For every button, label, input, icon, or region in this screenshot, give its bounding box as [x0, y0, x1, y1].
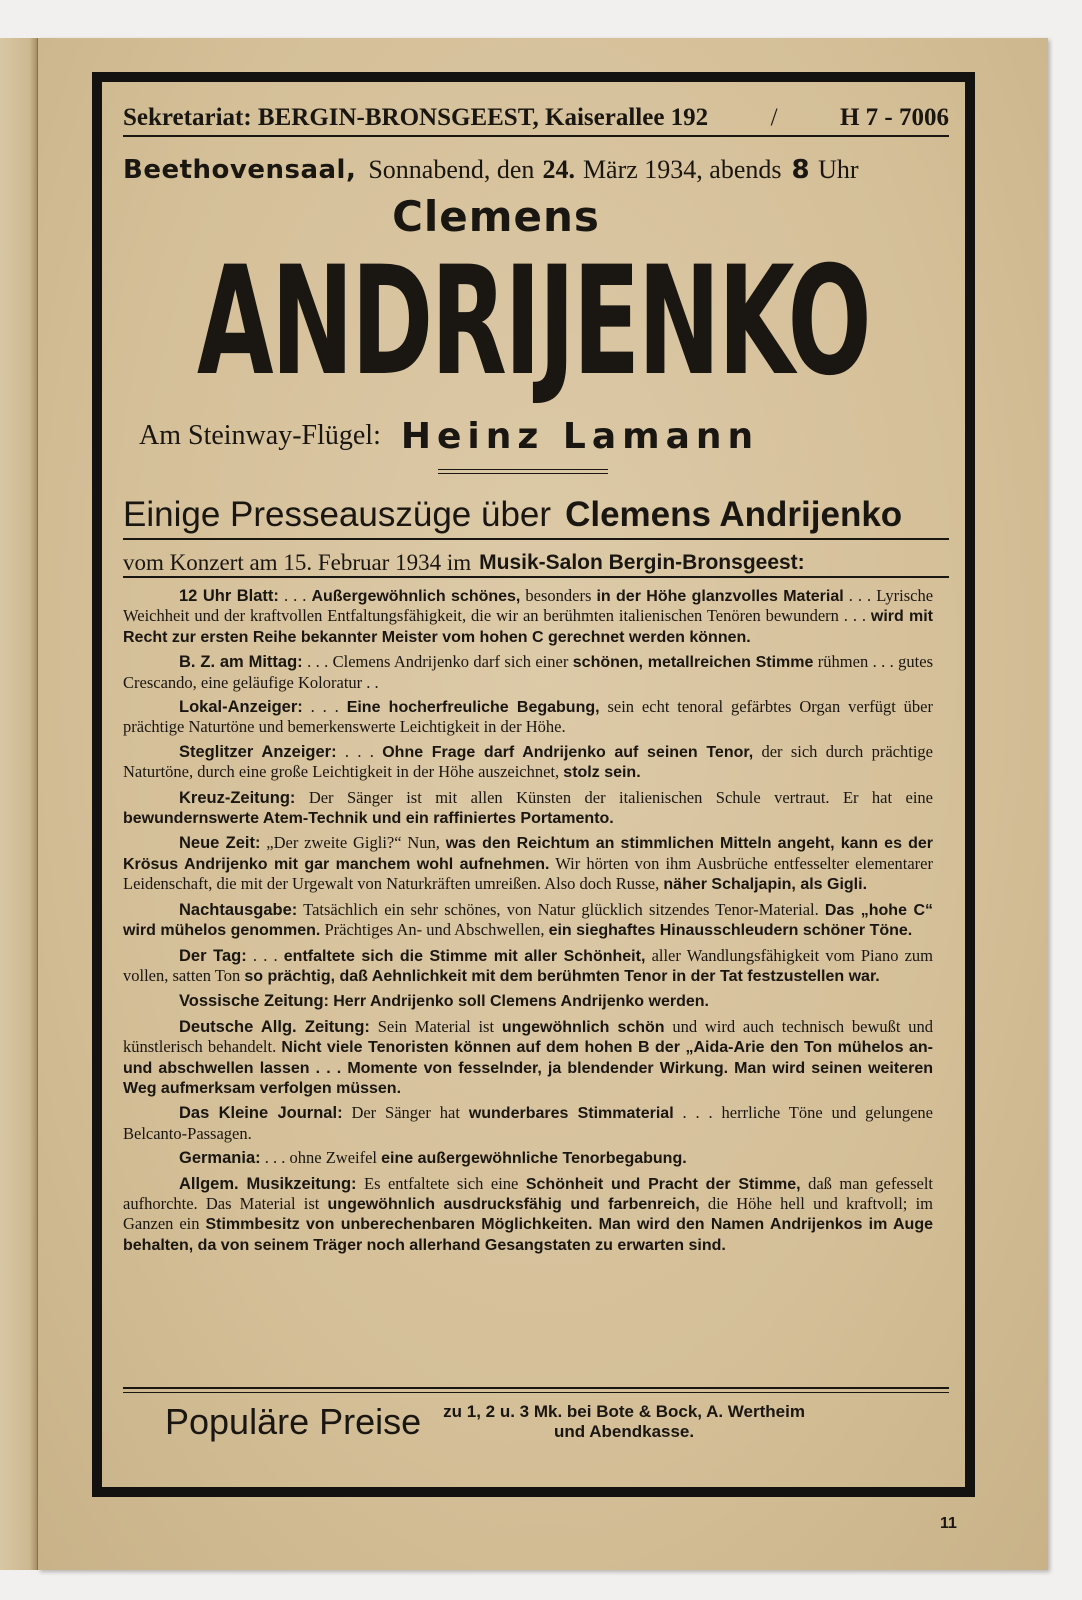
- press-heading-prefix: Einige Presseauszüge über: [123, 495, 552, 534]
- venue-hall: Beethovensaal,: [123, 155, 357, 185]
- event-hour: 8: [791, 155, 811, 185]
- facing-page-edge: [0, 38, 38, 1570]
- press-quote: [123, 586, 933, 647]
- concert-venue: Musik-Salon Bergin-Bronsgeest:: [479, 551, 805, 574]
- quote-emphasis: Ohne Frage darf Andrijenko auf seinen Tenor,: [382, 743, 754, 761]
- quote-text: . . .: [278, 586, 312, 605]
- quote-source: B. Z. am Mittag:: [179, 653, 303, 672]
- quote-text: besonders: [520, 586, 597, 605]
- quote-text: und wird auch technisch bewußt und künstlerisch behandelt.: [123, 1016, 933, 1057]
- header-separator: /: [770, 104, 778, 131]
- prices-rule-1: [123, 1387, 949, 1389]
- secretariat-address: Sekretariat: BERGIN-BRONSGEEST, Kaiserallee 192: [123, 104, 709, 131]
- quote-text: Prächtiges An- und Abschwellen,: [320, 920, 549, 940]
- quote-text: der sich durch prächtige Naturtöne, durch eine große Leichtigkeit in der Höhe auszeichnet,: [123, 741, 933, 782]
- quote-text: . . .: [336, 741, 383, 761]
- press-quote: [123, 742, 933, 783]
- press-quote: [123, 788, 933, 829]
- press-quote: [123, 833, 933, 894]
- quote-text: . . . Lyrische Weichheit und der kraftvollen Entfaltungsfähigkeit, die wir an berühmten italienischen Tenören bewundern . . .: [123, 586, 934, 626]
- quote-text: „Der zweite Gigli?“ Nun,: [260, 833, 446, 853]
- quote-source: Steglitzer Anzeiger:: [179, 742, 337, 761]
- quote-emphasis: stolz sein.: [563, 764, 641, 782]
- press-quote: [123, 652, 933, 692]
- quote-text: Sein Material ist: [369, 1016, 502, 1036]
- quote-text: die Höhe hell und kraftvoll; im Ganzen ein: [123, 1193, 933, 1234]
- quote-emphasis: ungewöhnlich schön: [501, 1018, 665, 1036]
- quote-text: Es entfaltete sich eine: [356, 1173, 526, 1193]
- quote-text: Tatsächlich ein sehr schönes, von Natur glücklich sitzendes Tenor-Material.: [297, 899, 825, 919]
- press-quote: [123, 1017, 933, 1099]
- prices-line: [123, 1397, 949, 1447]
- quote-emphasis: so prächtig, daß Aehnlichkeit mit dem berühmten Tenor in der Tat festzustellen war.: [244, 967, 880, 985]
- quote-text: rühmen . . . gutes Crescando, eine geläufige Koloratur . .: [123, 652, 934, 692]
- quote-emphasis: Stimmbesitz von unberechenbaren Möglichkeiten. Man wird den Namen Andrijenkos im Auge behalten, da von seinem Träger noch allerhand Gesangstaten zu erwarten sind.: [123, 1216, 933, 1254]
- quote-source: Deutsche Allg. Zeitung:: [179, 1017, 370, 1036]
- quote-text: . . . ohne Zweifel: [260, 1148, 382, 1168]
- concert-reference: [123, 548, 949, 578]
- quote-emphasis: näher Schaljapin, als Gigli.: [663, 876, 868, 894]
- prices-rule-2: [123, 1392, 949, 1393]
- accompanist-line: [123, 414, 949, 458]
- quote-emphasis: wunderbares Stimmaterial: [468, 1105, 674, 1123]
- quote-source: 12 Uhr Blatt:: [179, 587, 279, 605]
- prices-detail: [443, 1402, 805, 1442]
- quote-emphasis: schönen, metallreichen Stimme: [572, 654, 814, 672]
- quote-text: Wir hörten von ihm Ausbrüche entfesselter elementarer Leidenschaft, die mit der Urgewalt von Naturkräften umreißen. Also doch Russe,: [123, 853, 933, 894]
- quote-text: aller Wandlungsfähigkeit vom Piano zum vollen, satten Ton: [123, 945, 934, 985]
- press-heading-rule: [123, 538, 949, 540]
- quote-text: sein echt tenoral gefärbtes Organ verfügt über prächtige Naturtöne und bemerkenswerte Leichtigkeit in der Höhe.: [123, 697, 933, 737]
- concert-prefix: vom Konzert am 15. Februar 1934 im: [123, 550, 472, 575]
- prices-detail-line2: und Abendkasse.: [553, 1422, 695, 1441]
- header-rule: [123, 135, 949, 137]
- quote-text: . . . Clemens Andrijenko darf sich einer: [302, 652, 573, 672]
- quote-emphasis: in der Höhe glanzvolles Material: [596, 588, 844, 605]
- venue-date-line: [123, 150, 949, 190]
- press-quote: [123, 900, 933, 941]
- quote-text: Der Sänger ist mit allen Künsten der italienischen Schule vertraut. Er hat eine: [295, 787, 933, 807]
- press-quote: [123, 946, 933, 987]
- prices-label: Populäre Preise: [165, 1401, 422, 1442]
- quote-emphasis: wird mit Recht zur ersten Reihe bekannter Meister vom hohen C gerechnet werden können.: [123, 608, 933, 646]
- quote-emphasis: was den Reichtum an stimmlichen Mitteln angeht, kann es der Krösus Andrijenko mit gar manchem wohl aufnehmen.: [123, 835, 934, 873]
- phone-number: H 7 - 7006: [839, 104, 949, 131]
- press-quote: [123, 991, 933, 1011]
- quote-emphasis: Nicht viele Tenoristen können auf dem hohen B der „Aida-Arie den Ton mühelos an- und abschwellen lassen . . . Momente von fesselnder, ja blendender Wirkung. Man wird seinen weiteren Weg aufmerksam verfolgen müssen.: [123, 1039, 933, 1097]
- quote-source: Neue Zeit:: [179, 834, 261, 853]
- quote-emphasis: Schönheit und Pracht der Stimme,: [525, 1175, 801, 1193]
- performer-last-name: ANDRIJENKO: [196, 235, 870, 409]
- quote-text: Der Sänger hat: [342, 1103, 469, 1123]
- quote-source: Kreuz-Zeitung:: [179, 788, 296, 807]
- quote-text: . . .: [246, 945, 284, 965]
- concert-rule: [123, 576, 949, 578]
- press-quote: [123, 1148, 933, 1168]
- quote-source: Der Tag:: [179, 946, 247, 965]
- press-quote: [123, 1103, 933, 1143]
- press-heading-name: Clemens Andrijenko: [565, 495, 903, 534]
- secretariat-line: [123, 98, 949, 138]
- quote-emphasis: Außergewöhnlich schönes,: [311, 588, 521, 605]
- press-quotes: [123, 586, 933, 1260]
- quote-source: Das Kleine Journal:: [179, 1104, 343, 1123]
- quote-emphasis: eine außergewöhnliche Tenorbegabung.: [381, 1150, 687, 1168]
- accompanist-label: Am Steinway-Flügel:: [139, 420, 381, 451]
- event-day: 24.: [542, 155, 575, 184]
- ornament-rule-1: [438, 469, 608, 470]
- quote-emphasis: Herr Andrijenko soll Clemens Andrijenko werden.: [333, 993, 709, 1011]
- quote-emphasis: ungewöhnlich ausdrucksfähig und farbenreich,: [327, 1195, 700, 1213]
- quote-emphasis: Eine hocherfreuliche Begabung,: [346, 699, 600, 717]
- quote-text: . . .: [302, 697, 347, 717]
- quote-emphasis: Das „hohe C“ wird mühelos genommen.: [123, 901, 934, 940]
- quote-source: Allgem. Musikzeitung:: [179, 1174, 357, 1193]
- quote-emphasis: ein sieghaftes Hinausschleudern schöner Töne.: [548, 922, 913, 940]
- date-prefix: Sonnabend, den: [368, 155, 535, 184]
- quote-source: Germania:: [179, 1149, 261, 1168]
- performer-first-name: Clemens: [392, 192, 600, 241]
- quote-source: Vossische Zeitung:: [179, 992, 330, 1011]
- accompanist-name: Heinz Lamann: [400, 415, 760, 457]
- ornament-rule-2: [438, 473, 608, 474]
- press-quote: [123, 697, 933, 737]
- quote-text: . . . herrliche Töne und gelungene Belcanto-Passagen.: [123, 1103, 933, 1143]
- press-heading: [123, 492, 949, 538]
- quote-source: Nachtausgabe:: [179, 900, 298, 919]
- press-quote: [123, 1174, 933, 1256]
- quote-emphasis: entfaltete sich die Stimme mit aller Schönheit,: [283, 947, 646, 965]
- quote-source: Lokal-Anzeiger:: [179, 698, 303, 717]
- prices-detail-line1: zu 1, 2 u. 3 Mk. bei Bote & Bock, A. Wertheim: [443, 1402, 805, 1421]
- event-uhr: Uhr: [818, 155, 859, 184]
- quote-emphasis: bewundernswerte Atem-Technik und ein raffiniertes Portamento.: [123, 810, 614, 828]
- quote-text: daß man gefesselt aufhorchte. Das Material ist: [123, 1173, 934, 1213]
- date-suffix: März 1934, abends: [582, 155, 782, 184]
- page-number: 11: [940, 1515, 957, 1532]
